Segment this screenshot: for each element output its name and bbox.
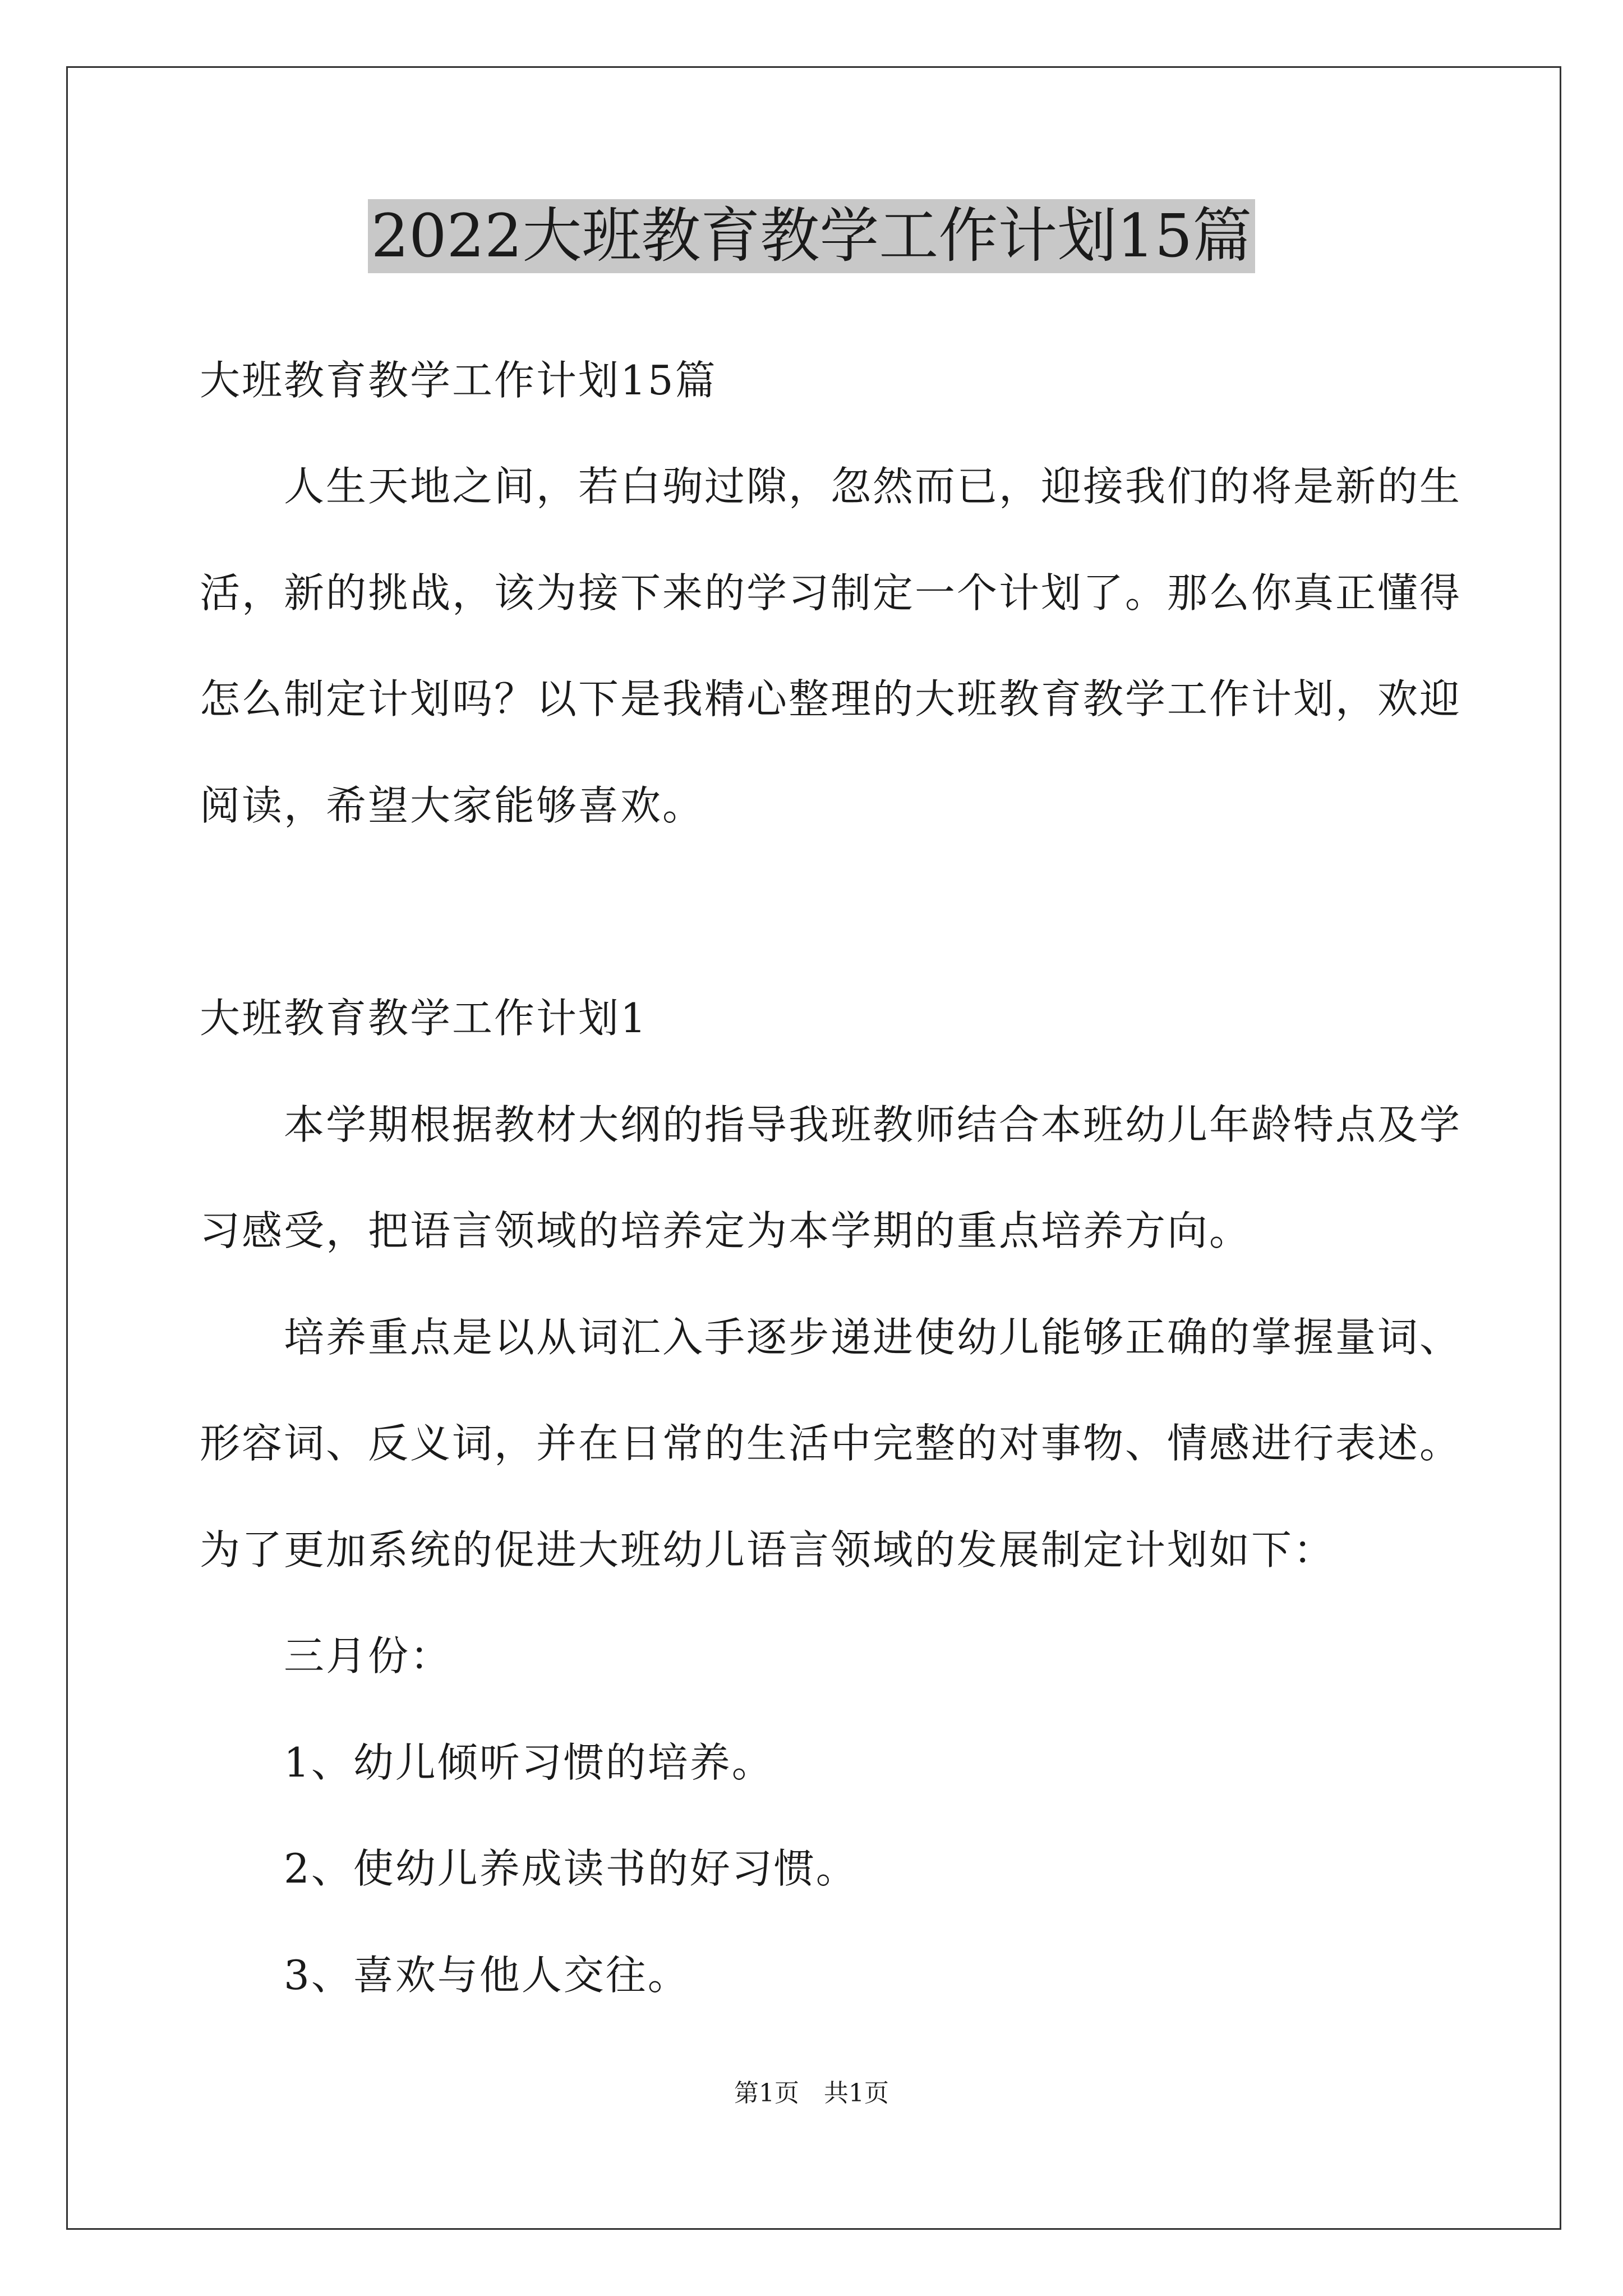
intro-line-4: 阅读，希望大家能够喜欢。 xyxy=(200,782,705,829)
intro-line-2: 活，新的挑战，该为接下来的学习制定一个计划了。那么你真正懂得 xyxy=(200,569,1462,616)
section-line-2: 习感受，把语言领域的培养定为本学期的重点培养方向。 xyxy=(200,1207,1252,1254)
document-title: 2022大班教育教学工作计划15篇 xyxy=(368,199,1256,273)
list-item-2: 2、使幼儿养成读书的好习惯。 xyxy=(200,1845,858,1892)
document-subtitle: 大班教育教学工作计划15篇 xyxy=(200,357,717,404)
title-container xyxy=(0,199,1623,273)
section-line-1: 本学期根据教材大纲的指导我班教师结合本班幼儿年龄特点及学 xyxy=(200,1101,1462,1148)
intro-line-3: 怎么制定计划吗？以下是我精心整理的大班教育教学工作计划，欢迎 xyxy=(200,675,1462,723)
section-line-4: 形容词、反义词，并在日常的生活中完整的对事物、情感进行表述。 xyxy=(200,1420,1462,1467)
page-footer: 第1页 共1页 xyxy=(734,2079,889,2108)
section-line-5: 为了更加系统的促进大班幼儿语言领域的发展制定计划如下： xyxy=(200,1526,1336,1573)
list-item-3: 3、喜欢与他人交往。 xyxy=(200,1952,690,1999)
intro-line-1: 人生天地之间，若白驹过隙，忽然而已，迎接我们的将是新的生 xyxy=(200,463,1462,510)
section-heading: 大班教育教学工作计划1 xyxy=(200,995,648,1042)
list-item-1: 1、幼儿倾听习惯的培养。 xyxy=(200,1739,774,1786)
section-line-3: 培养重点是以从词汇入手逐步递进使幼儿能够正确的掌握量词、 xyxy=(200,1314,1462,1361)
month-heading: 三月份： xyxy=(200,1632,453,1680)
